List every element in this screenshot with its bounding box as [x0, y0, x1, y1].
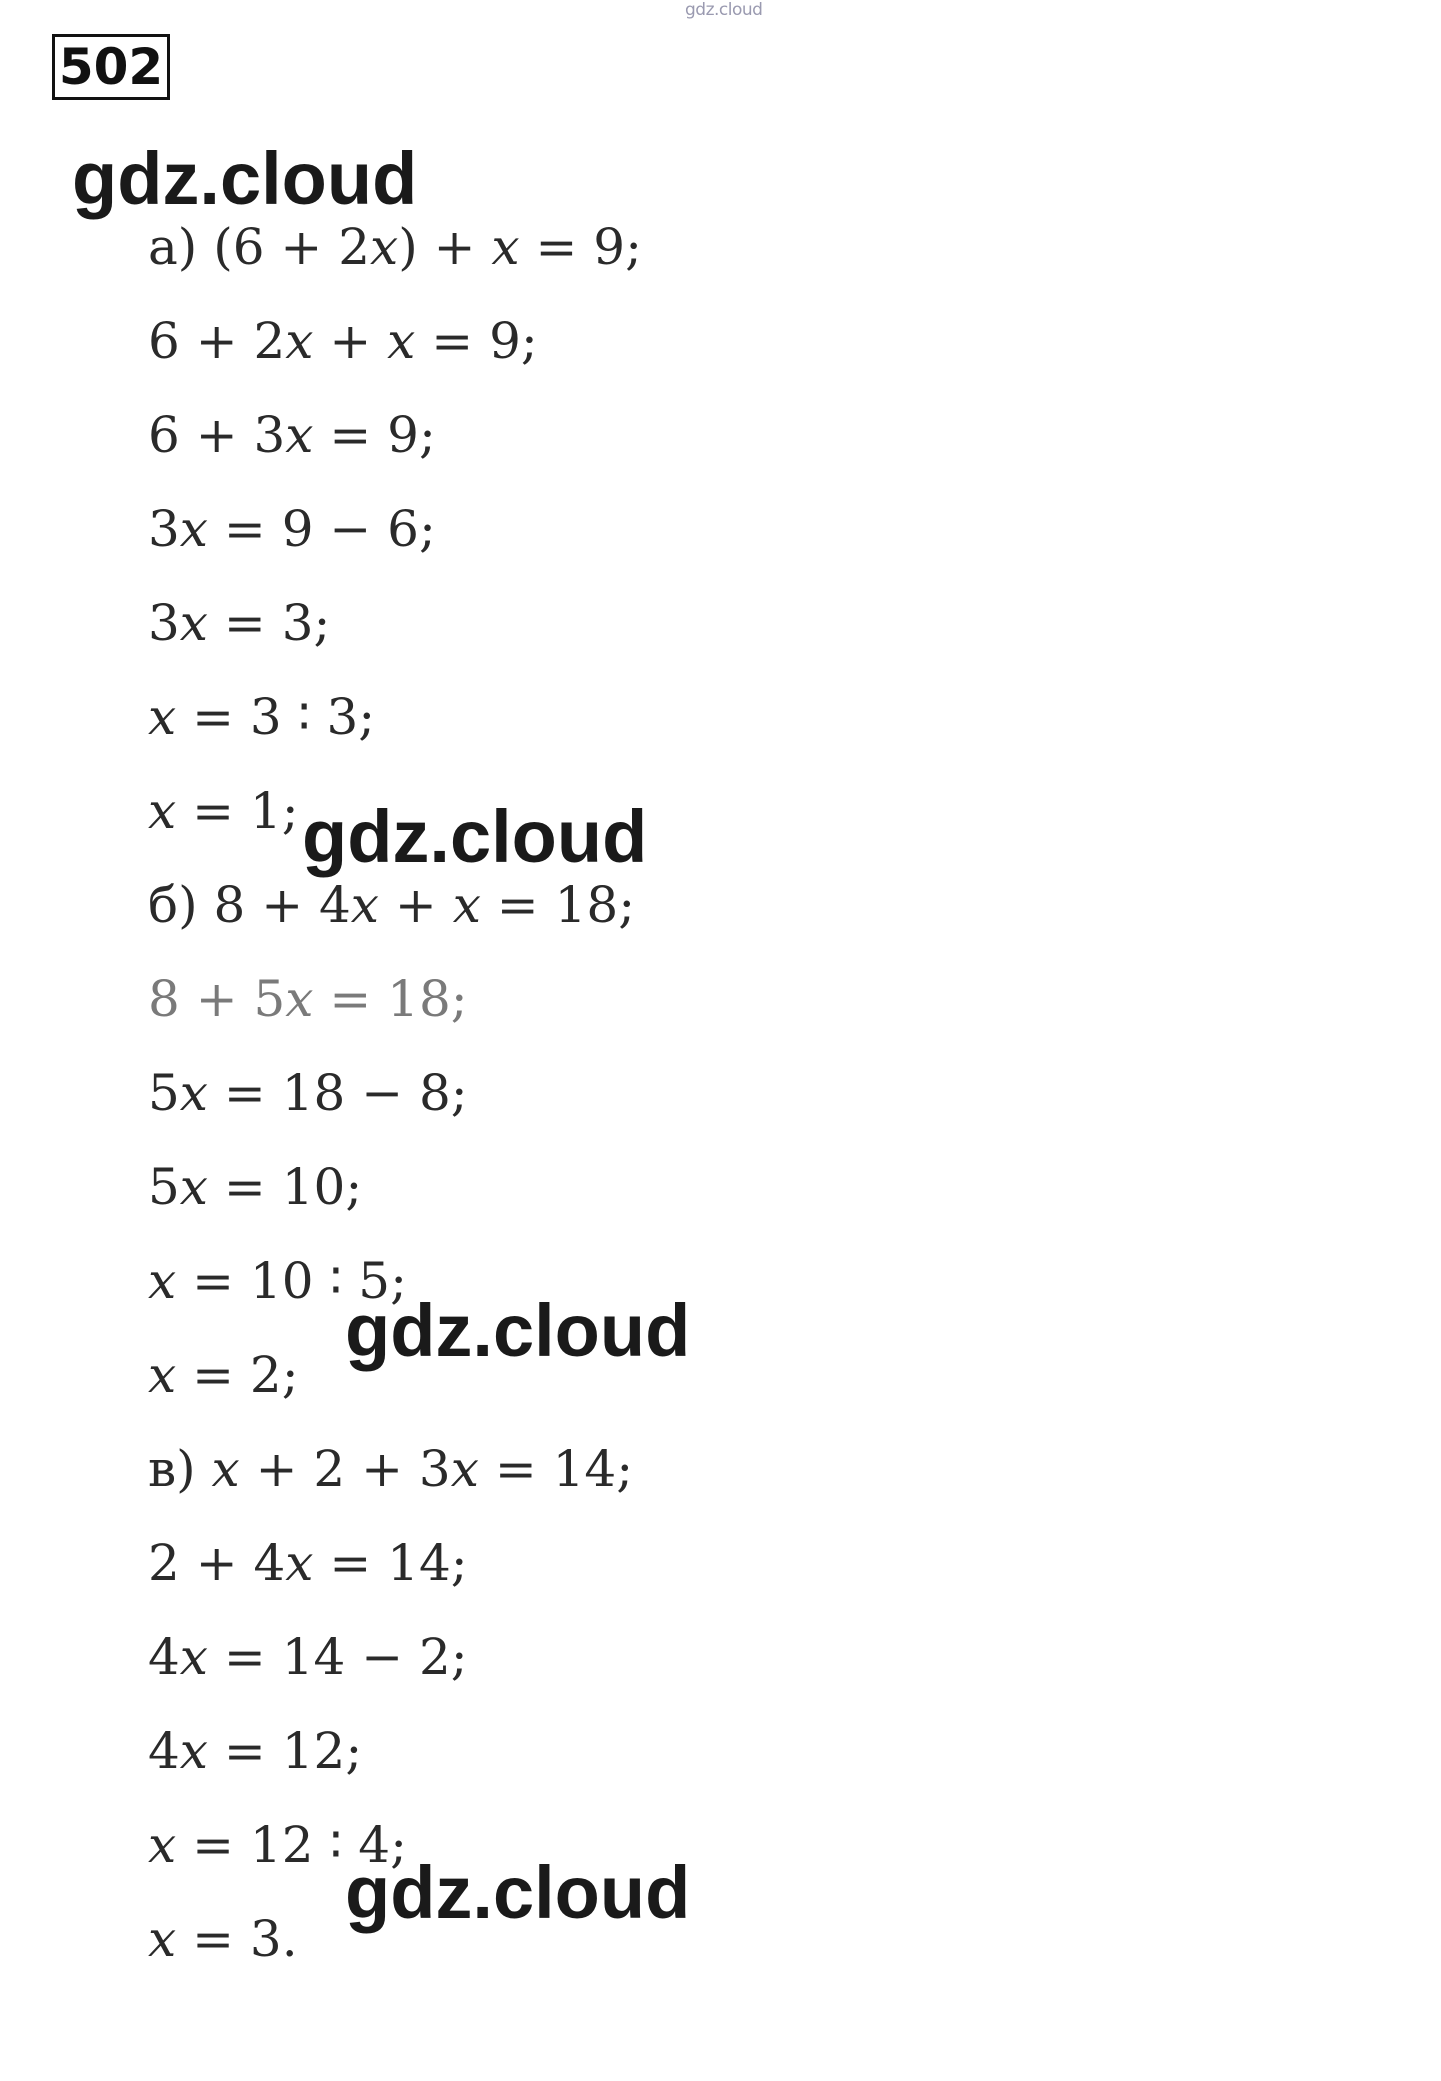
- solution-line-c-4: 4𝑥 = 12;: [148, 1722, 363, 1780]
- solution-line-c-2: 2 + 4𝑥 = 14;: [148, 1534, 468, 1592]
- solution-line-c-6: 𝑥 = 3.: [148, 1910, 298, 1968]
- solution-line-a-2: 6 + 2𝑥 + 𝑥 = 9;: [148, 312, 538, 370]
- solution-line-b-5: 𝑥 = 10 ∶ 5;: [148, 1252, 407, 1310]
- solution-line-a-7: 𝑥 = 1;: [148, 782, 299, 840]
- solution-line-c-5: 𝑥 = 12 ∶ 4;: [148, 1816, 407, 1874]
- site-watermark: gdz.cloud: [345, 1851, 691, 1934]
- solution-line-a-3: 6 + 3𝑥 = 9;: [148, 406, 436, 464]
- solution-line-b-1: б) 8 + 4𝑥 + 𝑥 = 18;: [148, 876, 636, 934]
- solution-line-b-4: 5𝑥 = 10;: [148, 1158, 363, 1216]
- solution-line-a-6: 𝑥 = 3 ∶ 3;: [148, 688, 376, 746]
- solution-line-b-6: 𝑥 = 2;: [148, 1346, 299, 1404]
- solution-line-b-3: 5𝑥 = 18 − 8;: [148, 1064, 468, 1122]
- solution-line-a-4: 3𝑥 = 9 − 6;: [148, 500, 436, 558]
- solution-line-c-3: 4𝑥 = 14 − 2;: [148, 1628, 468, 1686]
- problem-number-box: 502: [52, 34, 170, 100]
- site-watermark-small: gdz.cloud: [685, 0, 763, 20]
- solution-line-a-5: 3𝑥 = 3;: [148, 594, 331, 652]
- solution-line-c-1: в) 𝑥 + 2 + 3𝑥 = 14;: [148, 1440, 634, 1498]
- solution-line-b-2: 8 + 5𝑥 = 18;: [148, 970, 468, 1028]
- site-watermark: gdz.cloud: [302, 795, 648, 878]
- solution-line-a-1: а) (6 + 2𝑥) + 𝑥 = 9;: [148, 218, 642, 276]
- site-watermark: gdz.cloud: [345, 1289, 691, 1372]
- site-watermark: gdz.cloud: [72, 137, 418, 220]
